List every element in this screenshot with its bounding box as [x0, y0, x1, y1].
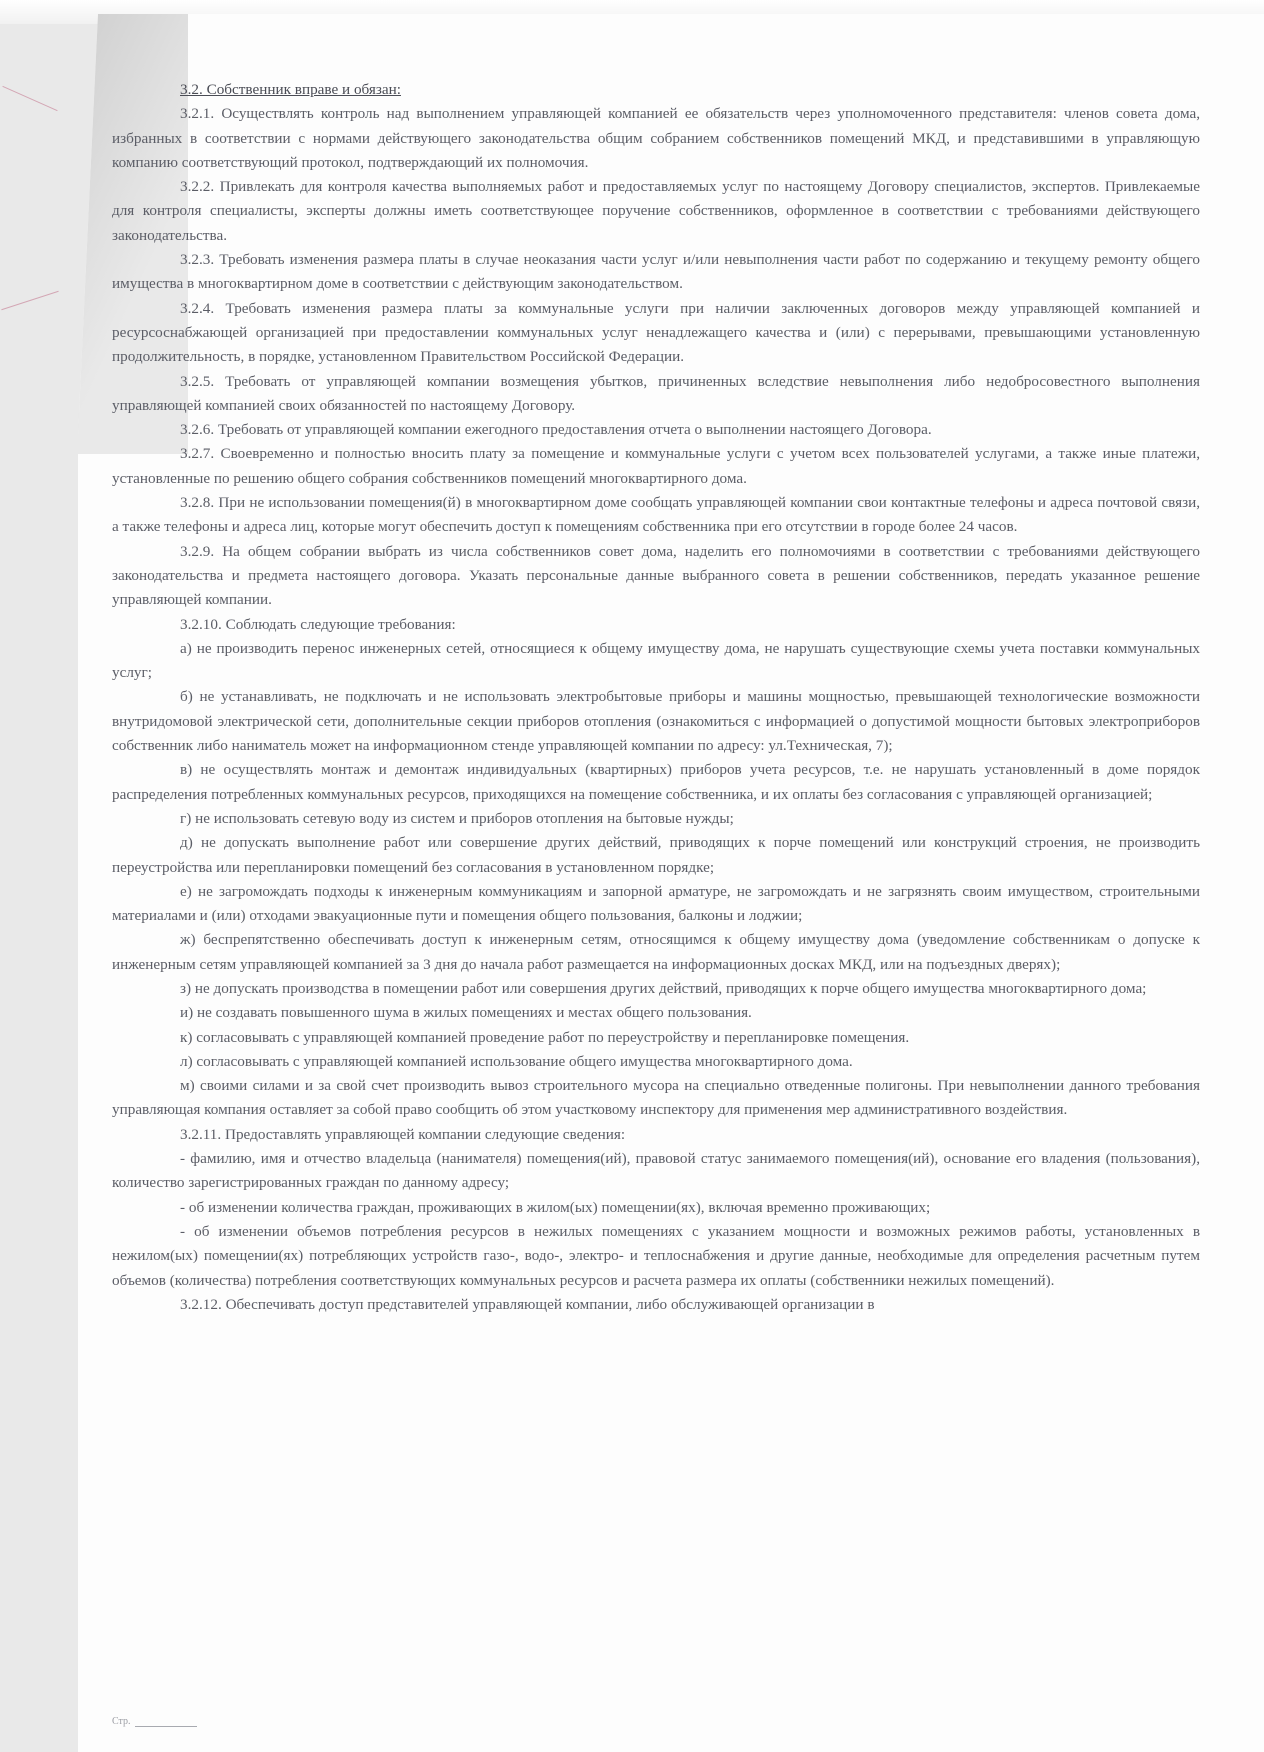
paragraph: 3.2.11. Предоставлять управляющей компании следующие сведения: [180, 1125, 626, 1143]
paragraph: 3.2.9. На общем собрании выбрать из числа собственников совет дома, наделить его полномочиями в соответствии с требованиями действующего законодательства и предмета настоящего договора. Указать персональные данные выбранного совета в решении собственников, передать указанное решение управляющей компании. [112, 542, 1200, 609]
paragraph: 3.2.2. Привлекать для контроля качества выполняемых работ и предоставляемых услуг по настоящему Договору специалистов, экспертов. Привлекаемые для контроля специалисты, эксперты должны иметь соответствующее поручение собственников, оформленное в соответствии с требованиями действующего законодательства. [112, 178, 1200, 244]
paragraph: 3.2.7. Своевременно и полностью вносить плату за помещение и коммунальные услуги с учетом всех пользователей услугами, а также иные платежи, установленные по решению общего собрания собственников помещений многоквартирного дома. [112, 445, 1200, 487]
paragraph: - об изменении количества граждан, проживающих в жилом(ых) помещении(ях), включая временно проживающих; [180, 1198, 931, 1216]
paragraph: ж) беспрепятственно обеспечивать доступ к инженерным сетям, относящимся к общему имуществу дома (уведомление собственникам о допуске к инженерным сетям управляющей компанией за 3 дня до начала работ размещается на информационных досках МКД, или на подъездных дверях); [112, 931, 1200, 973]
paragraph: к) согласовывать с управляющей компанией проведение работ по переустройству и перепланировке помещения. [180, 1028, 910, 1046]
paragraph: е) не загромождать подходы к инженерным коммуникациям и запорной арматуре, не загромождать и не загрязнять своим имуществом, строительными материалами и (или) отходами эвакуационные пути и помещения общего пользования, балконы и лоджии; [112, 882, 1200, 925]
pen-mark [2, 86, 57, 111]
paragraph: л) согласовывать с управляющей компанией использование общего имущества многоквартирного дома. [180, 1052, 853, 1070]
page-number-blank [135, 1726, 197, 1727]
paragraph: 3.2.3. Требовать изменения размера платы в случае неоказания части услуг и/или невыполнения части работ по содержанию и текущему ремонту общего имущества в многоквартирном доме в соответствии с действующим законодательством. [112, 251, 1200, 293]
paragraph: - фамилию, имя и отчество владельца (нанимателя) помещения(ий), правовой статус занимаемого помещения(ий), основание его владения (пользования), количество зарегистрированных граждан по данному адресу; [112, 1150, 1200, 1192]
paragraph: 3.2.4. Требовать изменения размера платы за коммунальные услуги при наличии заключенных договоров между управляющей компанией и ресурсоснабжающей организацией при предоставлении коммунальных услуг ненадлежащего качества и (или) с перерывами, превышающими установленную продолжительность, в порядке, установленном Правительством Российской Федерации. [112, 299, 1200, 366]
page-footer [112, 1716, 197, 1727]
paragraph: 3.2.10. Соблюдать следующие требования: [180, 615, 456, 633]
paragraph: - об изменении объемов потребления ресурсов в нежилых помещениях с указанием мощности и возможных режимов работы, установленных в нежилом(ых) помещении(ях) потребляющих устройств газо-, водо-, электро- и теплоснабжения и другие данные, необходимые для определения расчетным путем объемов (количества) потребления соответствующих коммунальных ресурсов и расчета размера их оплаты (собственники нежилых помещений). [112, 1222, 1200, 1289]
section-heading: 3.2. Собственник вправе и обязан: [180, 81, 401, 98]
paragraph: 3.2.8. При не использовании помещения(й) в многоквартирном доме сообщать управляющей компании свои контактные телефоны и адреса почтовой связи, а также телефоны и адреса лиц, которые могут обеспечить доступ к помещениям собственника при его отсутствии в городе более 24 часов. [112, 494, 1200, 536]
paragraph: 3.2.12. Обеспечивать доступ представителей управляющей компании, либо обслуживающей организации в [180, 1295, 875, 1313]
paragraph: 3.2.5. Требовать от управляющей компании возмещения убытков, причиненных вследствие невыполнения либо недобросовестного выполнения управляющей компанией своих обязанностей по настоящему Договору. [112, 372, 1200, 414]
paragraph: а) не производить перенос инженерных сетей, относящиеся к общему имуществу дома, не нарушать существующие схемы учета поставки коммунальных услуг; [112, 639, 1200, 682]
paragraph: 3.2.6. Требовать от управляющей компании ежегодного предоставления отчета о выполнении настоящего Договора. [180, 421, 932, 439]
paragraph: д) не допускать выполнение работ или совершение других действий, приводящих к порче помещений или конструкций строения, не производить переустройства или перепланировки помещений без согласования в установленном порядке; [112, 834, 1200, 876]
paragraph: б) не устанавливать, не подключать и не использовать электробытовые приборы и машины мощностью, превышающей технологические возможности внутридомовой электрической сети, дополнительные секции приборов отопления (ознакомиться с информацией о допустимой мощности бытовых электроприборов собственник либо наниматель может на информационном стенде управляющей компании по адресу: ул.Техническая, 7); [112, 688, 1200, 755]
footer-label: Стр. [112, 1716, 131, 1727]
paragraph: м) своими силами и за свой счет производить вывоз строительного мусора на специально отведенные полигоны. При невыполнении данного требования управляющая компания оставляет за собой право сообщить об этом участковому инспектору для применения мер административного воздействия. [112, 1077, 1200, 1119]
paragraph: в) не осуществлять монтаж и демонтаж индивидуальных (квартирных) приборов учета ресурсов, т.е. не нарушать установленный в доме порядок распределения потребленных коммунальных ресурсов, приходящихся на помещение собственника, и их оплаты без согласования с управляющей организацией; [112, 761, 1200, 803]
paragraph: г) не использовать сетевую воду из систем и приборов отопления на бытовые нужды; [180, 809, 734, 827]
pen-mark [1, 291, 58, 310]
paragraph: 3.2.1. Осуществлять контроль над выполнением управляющей компанией ее обязательств через уполномоченного представителя: членов совета дома, избранных в соответствии с нормами действующего законодательства общим собранием собственников помещений МКД, и представившими в управляющую компанию соответствующий протокол, подтверждающий их полномочия. [112, 105, 1200, 171]
document-body [112, 78, 1200, 1317]
paragraph-list [112, 102, 1200, 1317]
paragraph: з) не допускать производства в помещении работ или совершения других действий, приводящих к порче общего имущества многоквартирного дома; [180, 979, 1147, 997]
paragraph: и) не создавать повышенного шума в жилых помещениях и местах общего пользования. [180, 1004, 752, 1022]
